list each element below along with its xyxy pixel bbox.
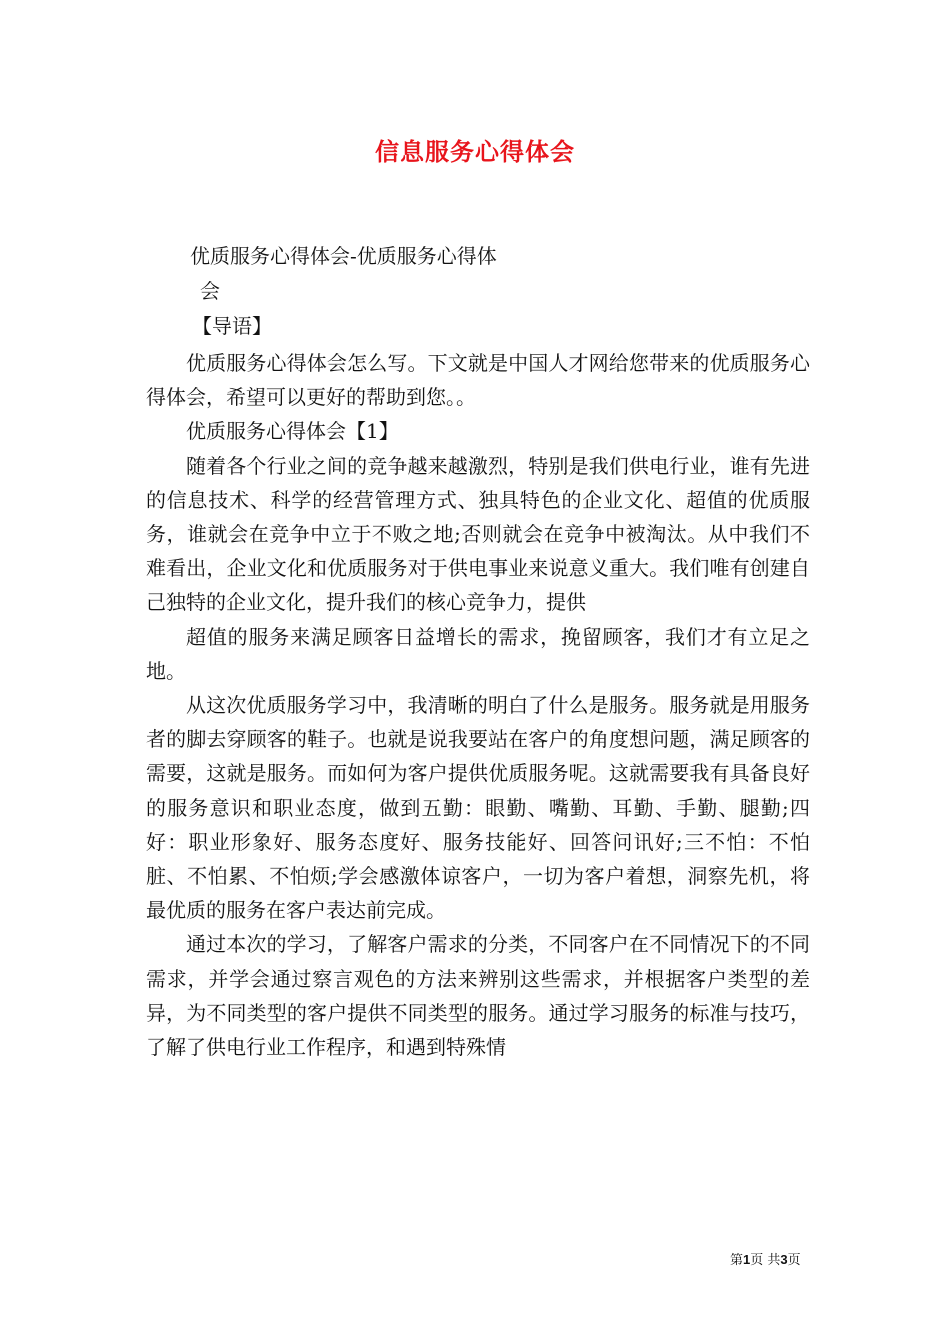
subtitle-line-1: 优质服务心得体会-优质服务心得体 [190, 244, 497, 268]
paragraph-section-heading: 优质服务心得体会【1】 [186, 419, 399, 444]
document-body [146, 346, 810, 1064]
footer-total-pages: 3 [780, 1252, 788, 1267]
paragraph-learning: 通过本次的学习，了解客户需求的分类，不同客户在不同情况下的不同需求，并学会通过察言观色的方法来辨别这些需求，并根据客户类型的差异，为不同类型的客户提供不同类型的服务。通过学习服务的标准与技巧，了解了供电行业工作程序，和遇到特殊情 [146, 932, 810, 1060]
footer-prefix: 第 [730, 1253, 744, 1268]
footer-middle: 页 共 [750, 1253, 781, 1268]
paragraph-value-service: 超值的服务来满足顾客日益增长的需求，挽留顾客，我们才有立足之地。 [146, 624, 810, 683]
paragraph-what-is-service: 从这次优质服务学习中，我清晰的明白了什么是服务。服务就是用服务者的脚去穿顾客的鞋子。也就是说我要站在客户的角度想问题，满足顾客的需要，这就是服务。而如何为客户提供优质服务呢。这就需要我有具备良好的服务意识和职业态度，做到五勤：眼勤、嘴勤、耳勤、手勤、腿勤;四好：职业形象好、服务态度好、服务技能好、回答问讯好;三不怕：不怕脏、不怕累、不怕烦;学会感激体谅客户，一切为客户着想，洞察先机，将最优质的服务在客户表达前完成。 [146, 693, 810, 923]
paragraph-intro: 优质服务心得体会怎么写。下文就是中国人才网给您带来的优质服务心得体会，希望可以更好的帮助到您。。 [146, 351, 810, 410]
page-title: 信息服务心得体会 [375, 138, 575, 166]
intro-label: 【导语】 [192, 314, 272, 338]
footer-suffix: 页 [787, 1253, 801, 1268]
subtitle-line-2: 会 [200, 279, 220, 303]
page-number-footer [730, 1249, 801, 1268]
paragraph-competition: 随着各个行业之间的竞争越来越激烈，特别是我们供电行业，谁有先进的信息技术、科学的经营管理方式、独具特色的企业文化、超值的优质服务，谁就会在竞争中立于不败之地;否则就会在竞争中被淘汰。从中我们不难看出，企业文化和优质服务对于供电事业来说意义重大。我们唯有创建自己独特的企业文化，提升我们的核心竞争力，提供 [146, 453, 810, 615]
footer-current-page: 1 [743, 1252, 751, 1267]
